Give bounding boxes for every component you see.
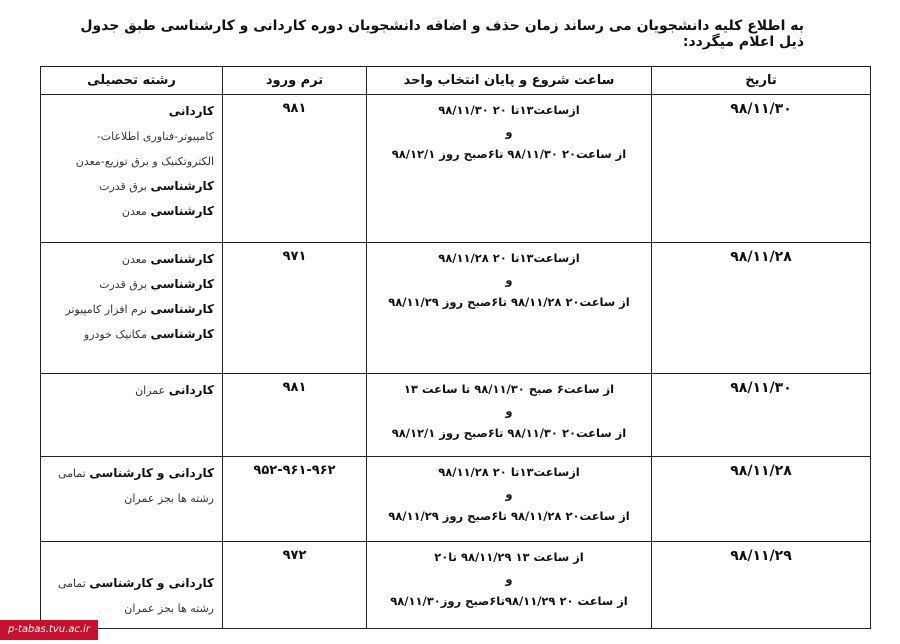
field-line: رشته ها بجز عمران xyxy=(124,492,214,505)
field-line: کامپیوتر-فناوری اطلاعات- xyxy=(96,130,214,143)
schedule-table xyxy=(40,66,871,629)
field-line: کاردانی عمران xyxy=(135,383,214,397)
term-cell: ۹۷۲ xyxy=(282,548,307,563)
term-cell: ۹۷۱ xyxy=(282,249,307,264)
field-line: کارشناسی برق قدرت xyxy=(99,277,214,291)
field-cell xyxy=(41,374,222,403)
field-cell xyxy=(41,542,222,621)
field-line: کاردانی و کارشناسی تمامی xyxy=(57,466,214,480)
date-cell: ۹۸/۱۱/۳۰ xyxy=(730,101,792,117)
field-line: الکتروتکنیک و برق توزیع-معدن xyxy=(75,155,214,168)
hours-line: از ساعت ۱۳ ۹۸/۱۱/۲۹ تا۲۰ xyxy=(434,550,584,564)
hours-line: و xyxy=(505,404,513,418)
field-line: کارشناسی برق قدرت xyxy=(99,179,214,193)
hours-line: و xyxy=(505,572,513,586)
hours-line: و xyxy=(505,273,513,287)
table-row xyxy=(41,457,871,542)
column-header-term: ترم ورود xyxy=(223,67,367,95)
table-row xyxy=(41,374,871,457)
hours-line: ازساعت۱۳تا ۲۰ ۹۸/۱۱/۲۸ xyxy=(438,251,580,265)
hours-cell xyxy=(367,542,651,612)
table-row xyxy=(41,243,871,374)
field-line: کارشناسی نرم افزار کامپیوتر xyxy=(65,302,214,316)
field-line xyxy=(47,546,214,571)
column-header-field: رشته تحصیلی xyxy=(41,67,223,95)
hours-line: از ساعت۲۰ ۹۸/۱۱/۲۸ تا۶صبح روز ۹۸/۱۱/۲۹ xyxy=(388,509,630,523)
field-line: کارشناسی معدن xyxy=(121,252,214,266)
hours-line: و xyxy=(505,125,513,139)
hours-line: از ساعت۶ صبح ۹۸/۱۱/۳۰ تا ساعت ۱۳ xyxy=(403,382,615,396)
hours-cell xyxy=(367,374,651,444)
hours-line: ازساعت۱۳تا ۲۰ ۹۸/۱۱/۳۰ xyxy=(438,103,580,117)
hours-line: از ساعت۲۰ ۹۸/۱۱/۳۰ تا۶صبح روز ۹۸/۱۲/۱ xyxy=(391,147,627,161)
table-header-row xyxy=(41,67,871,95)
table-row xyxy=(41,542,871,629)
date-cell: ۹۸/۱۱/۳۰ xyxy=(730,380,792,396)
hours-line: و xyxy=(505,487,513,501)
announcement-heading: به اطلاع کلیه دانشجویان می رساند زمان حذف و اضافه دانشجویان دوره کاردانی و کارشناسی طبق جدول ذیل اعلام میگردد: xyxy=(80,18,804,50)
table-row xyxy=(41,95,871,243)
hours-line: از ساعت۲۰ ۹۸/۱۱/۲۸ تا۶صبح روز ۹۸/۱۱/۲۹ xyxy=(388,295,630,309)
term-cell: ۹۸۱ xyxy=(282,101,307,116)
term-cell: ۹۵۲-۹۶۱-۹۶۲ xyxy=(253,463,336,478)
field-cell xyxy=(41,95,222,224)
hours-line: از ساعت۲۰ ۹۸/۱۱/۳۰ تا۶صبح روز ۹۸/۱۲/۱ xyxy=(391,426,627,440)
field-line: رشته ها بجز عمران xyxy=(124,602,214,615)
hours-cell xyxy=(367,243,651,313)
hours-cell xyxy=(367,95,651,165)
hours-line: از ساعت ۲۰ ۹۸/۱۱/۲۹تا۶صبح روز۹۸/۱۱/۳۰ xyxy=(390,594,628,608)
site-watermark[interactable]: p-tabas.tvu.ac.ir xyxy=(0,620,98,640)
column-header-hours: ساعت شروع و پایان انتخاب واحد xyxy=(367,67,652,95)
field-line: کارشناسی مکانیک خودرو xyxy=(83,327,214,341)
date-cell: ۹۸/۱۱/۲۹ xyxy=(730,548,792,564)
field-cell xyxy=(41,457,222,511)
column-header-date: تاریخ xyxy=(652,67,871,95)
term-cell: ۹۸۱ xyxy=(282,380,307,395)
field-line: کارشناسی معدن xyxy=(121,204,214,218)
field-line: کاردانی xyxy=(168,104,214,118)
field-line: کاردانی و کارشناسی تمامی xyxy=(57,576,214,590)
date-cell: ۹۸/۱۱/۲۸ xyxy=(730,249,792,265)
date-cell: ۹۸/۱۱/۲۸ xyxy=(730,463,792,479)
hours-line: ازساعت۱۳تا ۲۰ ۹۸/۱۱/۲۸ xyxy=(438,465,580,479)
hours-cell xyxy=(367,457,651,527)
field-cell xyxy=(41,243,222,347)
